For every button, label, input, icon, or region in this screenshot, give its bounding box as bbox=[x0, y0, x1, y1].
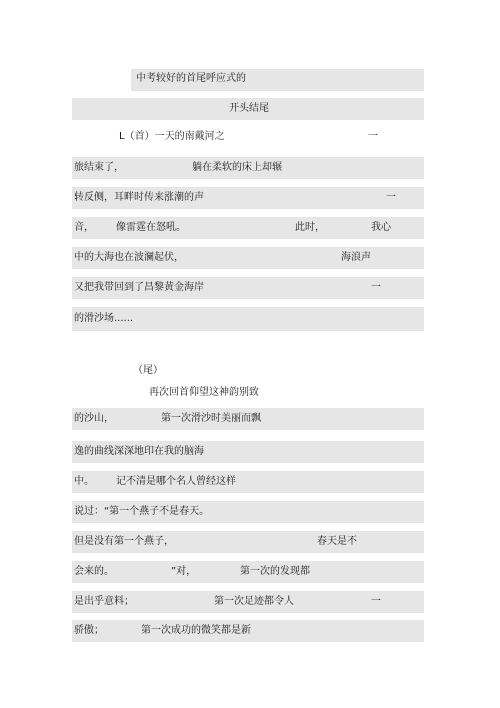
line-segment: 第一次成功的微笑都是新 bbox=[141, 625, 251, 636]
line-segment: 中。 bbox=[74, 476, 94, 487]
line-segment: 说过：“第一个燕子不是春天。 bbox=[74, 506, 210, 517]
line-segment: 第一次的发现都 bbox=[240, 566, 310, 577]
line-segment: 音， bbox=[74, 222, 94, 233]
line-segment: 第一次滑沙时美丽而飘 bbox=[161, 413, 261, 424]
document-title: 中考较好的首尾呼应式的 bbox=[136, 73, 246, 84]
line-segment: 会来的。 bbox=[74, 566, 114, 577]
line-segment: 春天是不 bbox=[317, 536, 357, 547]
line-segment: 中的大海也在波澜起伏， bbox=[74, 252, 184, 263]
line-segment: 但是没有第一个燕子， bbox=[74, 536, 174, 547]
head-marker: L（首）一天的南戴河之 bbox=[119, 131, 225, 142]
line-segment: 又把我带回到了昌黎黄金海岸 bbox=[74, 282, 204, 293]
line-segment: 记不清是哪个名人曾经这样 bbox=[116, 476, 236, 487]
line-segment: 一 bbox=[368, 131, 378, 142]
document-subtitle: 开头结尾 bbox=[229, 103, 269, 114]
line-segment: 躺在柔软的床上却辗 bbox=[192, 162, 282, 173]
line-segment: 一 bbox=[371, 596, 381, 607]
line-segment: 转反侧，耳畔时传来涨潮的声 bbox=[74, 192, 204, 203]
line-segment: 第一次足迹都令人 bbox=[214, 596, 294, 607]
line-segment: 此时， bbox=[295, 222, 325, 233]
line-segment: ”对， bbox=[171, 566, 197, 577]
line-segment: 逸的曲线深深地印在我的脑海 bbox=[74, 446, 204, 457]
line-segment: 像雷霆在怒吼。 bbox=[116, 222, 186, 233]
line-segment: 我心 bbox=[371, 222, 391, 233]
line-segment: 海浪声 bbox=[341, 252, 371, 263]
line-segment: 骄傲； bbox=[74, 625, 104, 636]
tail-marker: （尾） bbox=[133, 365, 163, 376]
line-segment: 一 bbox=[386, 192, 396, 203]
line-segment: 的沙山， bbox=[74, 413, 114, 424]
line-segment: 是出乎意料； bbox=[74, 596, 134, 607]
line-segment: 的滑沙场...... bbox=[74, 313, 134, 324]
line-segment: 旅结束了， bbox=[74, 162, 124, 173]
line-segment: 一 bbox=[371, 282, 381, 293]
tail-intro: 再次回首仰望这神韵别致 bbox=[149, 387, 259, 398]
